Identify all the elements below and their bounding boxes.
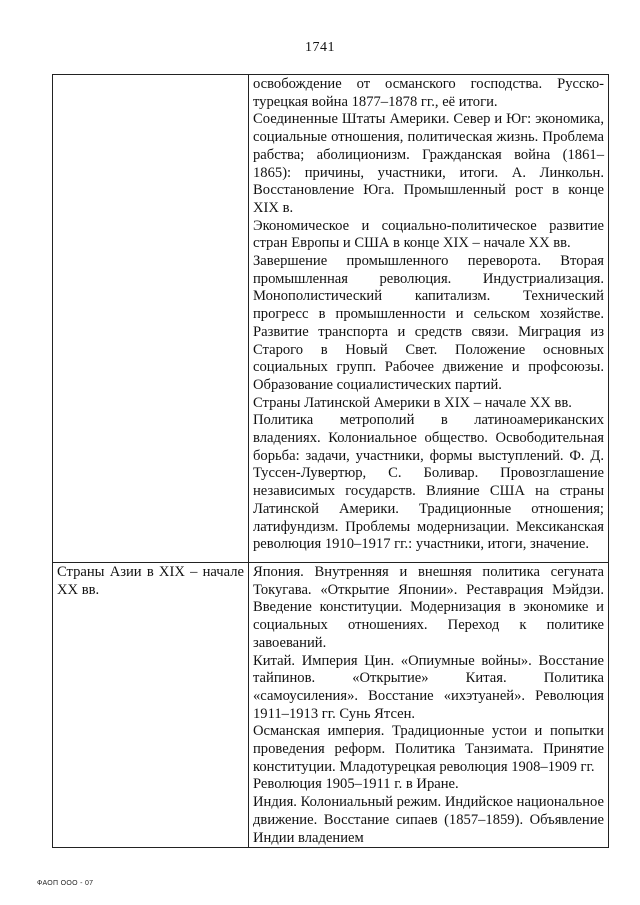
table-row: [53, 75, 609, 563]
curriculum-table: [52, 74, 609, 848]
content-paragraph: Завершение промышленного переворота. Вторая промышленная революция. Индустриализация. Монополистический капитализм. Технический прогресс в промышленности и сельском хозяйстве. Развитие транспорта и средств связи. Миграция из Старого в Новый Свет. Положение основных социальных групп. Рабочее движение и профсоюзы. Образование социалистических партий.: [253, 253, 604, 393]
content-paragraph: Япония. Внутренняя и внешняя политика сегуната Токугава. «Открытие Японии». Реставрация Мэйдзи. Введение конституции. Модернизация в экономике и социальных отношениях. Переход к политике завоеваний.: [253, 564, 604, 651]
content-paragraph: Политика метрополий в латиноамериканских владениях. Колониальное общество. Освободительная борьба: задачи, участники, формы выступлений. Ф. Д. Туссен-Лувертюр, С. Боливар. Провозглашение независимых государств. Влияние США на страны Латинской Америки. Традиционные отношения; латифундизм. Проблемы модернизации. Мексиканская революция 1910–1917 гг.: участники, итоги, значение.: [253, 412, 604, 553]
content-paragraph: Страны Латинской Америки в XIX – начале XX вв.: [253, 394, 572, 411]
topic-cell: Страны Азии в XIX – начале XX вв.: [53, 563, 249, 848]
content-paragraph: Османская империя. Традиционные устои и попытки проведения реформ. Политика Танзимата. Принятие конституции. Младотурецкая революция 1908–1909 гг.: [253, 723, 604, 775]
content-paragraph: освобождение от османского господства. Русско-турецкая война 1877–1878 гг., её итоги.: [253, 76, 604, 110]
content-cell: [249, 563, 609, 848]
content-paragraph: Революция 1905–1911 г. в Иране.: [253, 776, 459, 793]
content-paragraph: Экономическое и социально-политическое развитие стран Европы и США в конце XIX – начале XX вв.: [253, 217, 604, 252]
footer-code: ФАОП ООО - 07: [37, 880, 94, 887]
content-paragraph: Китай. Империя Цин. «Опиумные войны». Восстание тайпинов. «Открытие» Китая. Политика «самоусиления». Восстание «ихэтуаней». Революция 1911–1913 гг. Сунь Ятсен.: [253, 652, 604, 722]
content-paragraph: Соединенные Штаты Америки. Север и Юг: экономика, социальные отношения, политическая жизнь. Проблема рабства; аболиционизм. Гражданская война (1861–1865): причины, участники, итоги. А. Линкольн. Восстановление Юга. Промышленный рост в конце XIX в.: [253, 111, 604, 216]
page-number: 1741: [305, 40, 335, 55]
content-paragraph: Индия. Колониальный режим. Индийское национальное движение. Восстание сипаев (1857–1859). Объявление Индии владением: [253, 794, 604, 846]
table-row: [53, 563, 609, 848]
topic-cell: [53, 75, 249, 563]
content-cell: [249, 75, 609, 563]
